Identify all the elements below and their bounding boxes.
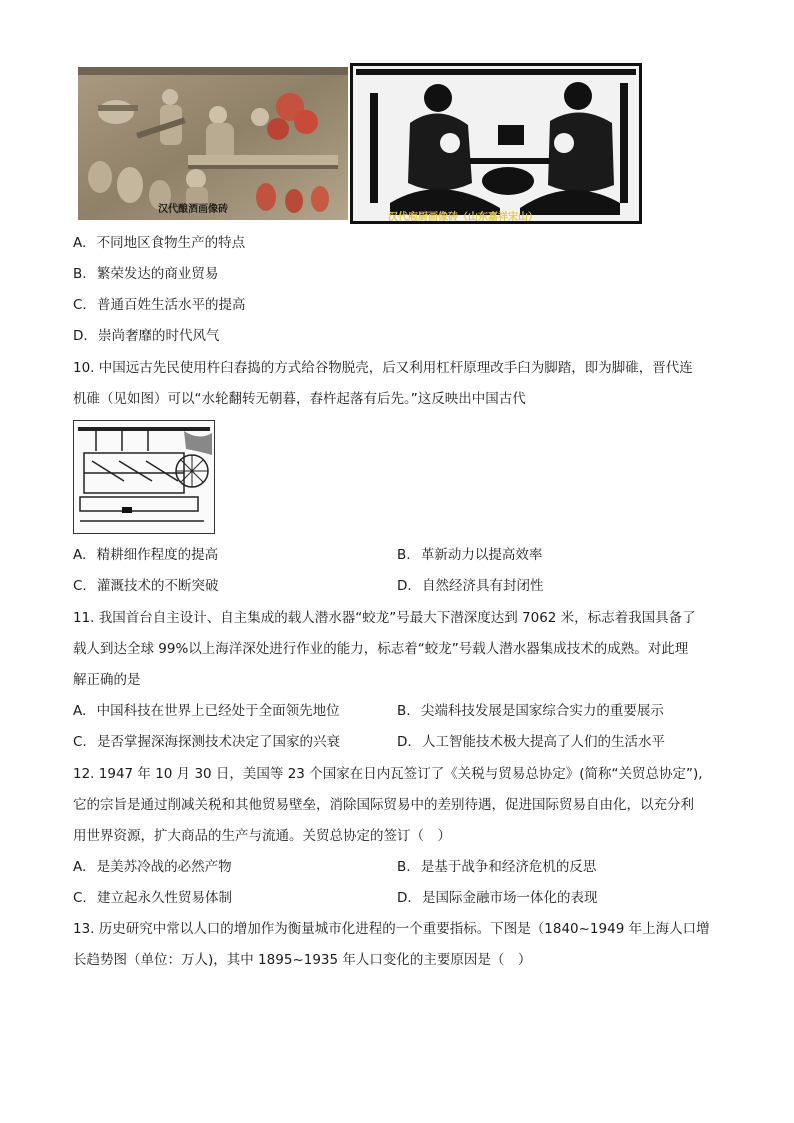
q13-stem-line-1: 13. 历史研究中常以人口的增加作为衡量城市化进程的一个重要指标。下图是（1840~1949 年上海人口增 [73, 921, 710, 937]
option-text: 尖端科技发展是国家综合实力的重要展示 [420, 703, 664, 719]
q11-stem-line-3: 解正确的是 [73, 672, 141, 688]
option-letter: D. [397, 578, 412, 594]
kitchen-brick-image [350, 63, 642, 224]
q11-option-c [73, 732, 340, 752]
q11-stem-line-1: 11. 我国首台自主设计、自主集成的载人潜水器“蛟龙”号最大下潜深度达到 7062 米，标志着我国具备了 [73, 610, 696, 626]
option-letter: C. [73, 734, 87, 750]
option-letter: A. [73, 547, 87, 563]
option-text: 崇尚奢靡的时代风气 [97, 328, 220, 344]
q11-stem-line-2: 载人到达全球 99%以上海洋深处进行作业的能力，标志着“蛟龙”号载人潜水器集成技术的成熟。对此理 [73, 641, 689, 657]
q10-option-b [397, 545, 542, 565]
option-text: 是基于战争和经济危机的反思 [420, 859, 597, 875]
option-text: 建立起永久性贸易体制 [97, 890, 233, 906]
left-figure-caption: 汉代酿酒画像砖 [158, 204, 228, 215]
option-letter: D. [397, 890, 412, 906]
option-letter: A. [73, 703, 87, 719]
option-letter: D. [397, 734, 412, 750]
q10-option-c [73, 576, 219, 596]
option-text: 是否掌握深海探测技术决定了国家的兴衰 [97, 734, 341, 750]
option-text: 精耕细作程度的提高 [96, 547, 219, 563]
option-text: 灌溉技术的不断突破 [97, 578, 219, 594]
q12-stem-line-3: 用世界资源，扩大商品的生产与流通。关贸总协定的签订（ ） [73, 828, 451, 844]
wine-brewing-brick-image [78, 67, 348, 220]
q10-option-a [73, 545, 218, 565]
q9-option-c [73, 295, 246, 315]
option-text: 是国际金融市场一体化的表现 [421, 890, 598, 906]
option-letter: B. [397, 859, 411, 875]
q11-option-d [397, 732, 665, 752]
q12-option-b [397, 857, 596, 877]
option-letter: C. [73, 297, 87, 313]
option-letter: A. [73, 235, 87, 251]
option-letter: A. [73, 859, 87, 875]
option-text: 中国科技在世界上已经处于全面领先地位 [96, 703, 340, 719]
option-text: 人工智能技术极大提高了人们的生活水平 [421, 734, 665, 750]
water-mill-trip-hammer-image [73, 420, 215, 534]
q9-option-a [73, 233, 245, 253]
q12-option-d [397, 888, 597, 908]
q12-option-c [73, 888, 232, 908]
q12-stem-line-1: 12. 1947 年 10 月 30 日，美国等 23 个国家在日内瓦签订了《关税与贸易总协定》(简称“关贸总协定”), [73, 766, 703, 782]
q12-option-a [73, 857, 232, 877]
q10-stem-line-2: 机碓（见如图）可以“水轮翻转无朝暮，舂杵起落有后先。”这反映出中国古代 [73, 391, 526, 407]
option-letter: B. [73, 266, 87, 282]
option-text: 繁荣发达的商业贸易 [96, 266, 219, 282]
q10-stem-line-1: 10. 中国远古先民使用杵臼舂捣的方式给谷物脱壳，后又利用杠杆原理改手臼为脚踏，即为脚碓，晋代连 [73, 360, 693, 376]
option-letter: D. [73, 328, 88, 344]
option-text: 普通百姓生活水平的提高 [97, 297, 246, 313]
q13-stem-line-2: 长趋势图（单位：万人)，其中 1895~1935 年人口变化的主要原因是（ ） [73, 952, 532, 968]
q9-option-b [73, 264, 218, 284]
right-figure-caption: 汉代庖厨画像砖（山东嘉祥宋山） [388, 212, 538, 223]
wine-brewing-brick-drawing [78, 67, 348, 220]
q11-option-b [397, 701, 664, 721]
option-text: 革新动力以提高效率 [420, 547, 543, 563]
option-letter: C. [73, 578, 87, 594]
kitchen-brick-drawing [350, 63, 642, 224]
q9-option-d [73, 326, 219, 346]
option-text: 自然经济具有封闭性 [421, 578, 544, 594]
option-letter: C. [73, 890, 87, 906]
q11-option-a [73, 701, 340, 721]
option-letter: B. [397, 703, 411, 719]
option-letter: B. [397, 547, 411, 563]
water-mill-drawing [74, 421, 214, 533]
q10-option-d [397, 576, 543, 596]
q12-stem-line-2: 它的宗旨是通过削减关税和其他贸易壁垒，消除国际贸易中的差别待遇，促进国际贸易自由化，以充分利 [73, 797, 694, 813]
option-text: 是美苏冷战的必然产物 [96, 859, 232, 875]
option-text: 不同地区食物生产的特点 [96, 235, 246, 251]
